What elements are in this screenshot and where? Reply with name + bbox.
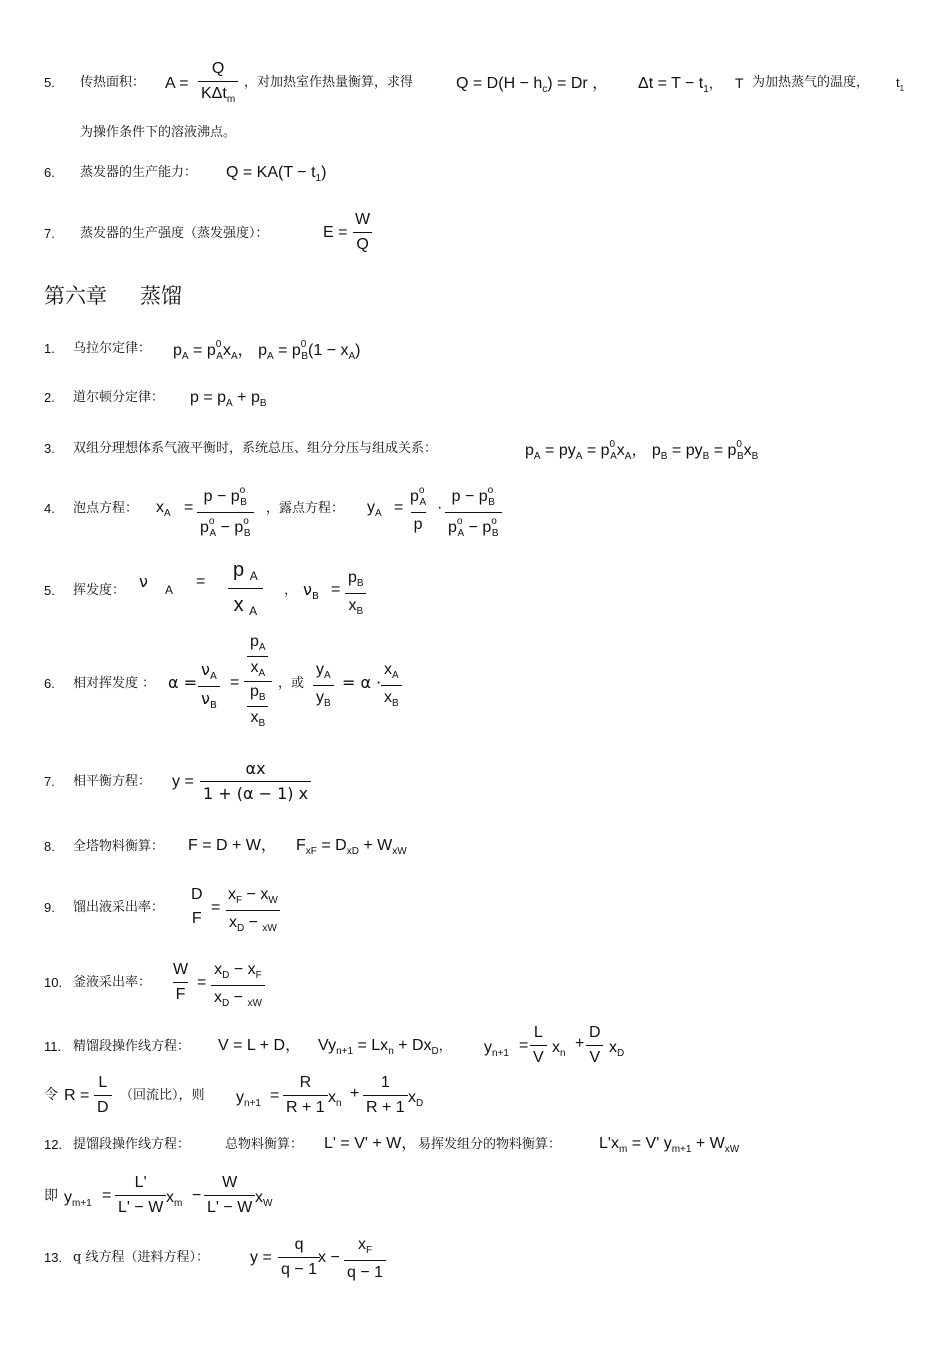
item-label: 全塔物料衡算： — [73, 839, 165, 854]
that-is-text: 即 — [44, 1188, 58, 1204]
item-label: 精馏段操作线方程： — [73, 1039, 191, 1054]
formula-lhs: y = — [250, 1249, 272, 1266]
item-label: 乌拉尔定律： — [73, 341, 152, 356]
volatility-symbol: ν — [139, 572, 148, 591]
vle-formula: $p_A = py_A = p^0_Ax_A$， $p_B = py_B = p^0_Bx_B$ — [525, 439, 759, 462]
stripping-balance: L' = V' + W， — [324, 1135, 418, 1152]
x-minus: x − — [318, 1249, 340, 1266]
q-fraction: q q − 1 — [278, 1237, 320, 1278]
chapter-title: 第六章 — [44, 284, 107, 308]
dalton-law-formula: $p = p_A + p_B$ — [190, 389, 267, 409]
dew-point-fraction-1: $p^o_A$ p — [410, 485, 427, 533]
bubble-lhs: $x_A$ — [156, 499, 171, 519]
item-label: 传热面积： — [80, 75, 146, 90]
item-number: 10. — [44, 975, 63, 990]
plus: + — [350, 1085, 360, 1102]
formula-lhs: y = — [172, 773, 194, 790]
heat-area-fraction: Q KΔt$_m$ — [198, 61, 238, 105]
stripping-component-balance: $L'x_m = V'$ $y_{m+1} + W_{xW}$ — [599, 1135, 740, 1155]
x-n: $x_n$ — [552, 1039, 566, 1059]
heat-balance-formula: $Q = D(H - h_c) = Dr$ ， — [456, 75, 609, 95]
item-number: 4. — [44, 501, 55, 516]
item-label: 挥发度： — [73, 583, 126, 598]
x-m: $x_m$ — [166, 1189, 183, 1209]
r-over-r1-fraction: R R + 1 — [283, 1075, 328, 1116]
item-label: 馏出液采出率： — [73, 900, 165, 915]
stripping-line-lhs: $y_{m+1}$ — [64, 1189, 92, 1209]
item-number: 7. — [44, 226, 55, 241]
item-label: 泡点方程： — [73, 501, 139, 516]
relative-volatility-compound-fraction: $p_A$ $x_A$ $p_B$ $x_B$ — [244, 634, 272, 729]
intensity-fraction: W Q — [355, 211, 371, 253]
item-number: 8. — [44, 839, 55, 854]
equals: = — [211, 899, 221, 916]
equals: = — [230, 674, 240, 691]
item-text: 总物料衡算： — [225, 1137, 304, 1152]
item-number: 6. — [44, 676, 55, 691]
item-number: 5. — [44, 75, 55, 90]
item-text: ，对加热室作热量衡算，求得 — [244, 75, 414, 90]
rectifying-line-lhs-r: $y_{n+1}$ — [236, 1089, 261, 1109]
item-number: 2. — [44, 390, 55, 405]
symbol-t1: $t_1$ — [896, 75, 905, 93]
equals: = — [102, 1187, 112, 1204]
w-fraction: W L' − W — [204, 1175, 255, 1216]
x-d: $x_D$ — [408, 1089, 424, 1109]
x-d: $x_D$ — [609, 1039, 625, 1059]
reflux-ratio-fraction: L D — [94, 1075, 112, 1116]
one-over-r1-fraction: 1 R + 1 — [363, 1075, 408, 1116]
bottoms-ratio-lhs: W F — [173, 961, 189, 1003]
plus: + — [575, 1035, 585, 1052]
item-label: 釜液采出率： — [73, 975, 152, 990]
item-number: 12. — [44, 1137, 63, 1152]
item-number: 13. — [44, 1250, 63, 1265]
dot: · — [437, 499, 443, 516]
rectifying-line-lhs: $y_{n+1}$ — [484, 1039, 509, 1059]
item-label: 相对挥发度 ： — [73, 676, 156, 691]
let-text: 令 — [44, 1087, 58, 1103]
y-ratio-fraction: $y_A$ $y_B$ — [313, 662, 334, 709]
component-balance-formula: $F_{xF} = D_{xD} + W_{xW}$ — [296, 837, 407, 857]
equals: = — [331, 581, 341, 598]
chapter-name: 蒸馏 — [140, 284, 182, 308]
minus: − — [192, 1187, 202, 1204]
item-text: ，或 — [278, 676, 305, 691]
distillate-ratio-lhs: D F — [191, 886, 203, 927]
bottoms-ratio-fraction: $x_D - x_F$ $x_D - _{xW}$ — [211, 962, 265, 1009]
symbol-T: T — [735, 75, 744, 91]
item-label: 双组分理想体系气液平衡时，系统总压、组分分压与组成关系： — [73, 441, 438, 456]
raoult-law-formula: $p_A = p^0_Ax_A$， $p_A = p^0_B(1 - x_A)$ — [173, 339, 361, 362]
equals: = — [197, 974, 207, 991]
reflux-ratio-lhs: R = — [64, 1087, 90, 1104]
bubble-point-fraction: $p - p^o_B$ $p^o_A - p^o_B$ — [197, 486, 254, 539]
item-number: 5. — [44, 583, 55, 598]
item-label: 相平衡方程： — [73, 774, 152, 789]
item-text: （回流比），则 — [120, 1088, 205, 1103]
dew-lhs: $y_A$ — [367, 499, 382, 519]
item-label: q 线方程（进料方程）： — [73, 1250, 209, 1265]
rectifying-component-balance: $Vy_{n+1} = Lx_n + Dx_D$， — [318, 1037, 452, 1057]
formula-lhs: A = — [165, 75, 189, 92]
formula-lhs: E = — [323, 224, 348, 241]
delta-t-formula: $\Delta t = T - t_1$， — [638, 75, 722, 95]
volatility-b-symbol: $\nu_B$ — [303, 580, 319, 602]
item-number: 1. — [44, 341, 55, 356]
item-number: 7. — [44, 774, 55, 789]
x-w: $x_W$ — [255, 1189, 273, 1209]
distillate-ratio-fraction: $x_F - x_W$ $x_D - _{xW}$ — [225, 887, 281, 934]
item-text: ，露点方程： — [266, 501, 345, 516]
equals: = — [394, 499, 404, 516]
volatility-b-fraction: $p_B$ $x_B$ — [345, 570, 367, 617]
xf-fraction: $x_F$ q − 1 — [344, 1237, 386, 1281]
item-number: 3. — [44, 441, 55, 456]
equals: = — [184, 499, 194, 516]
material-balance-formula: F = D + W， — [188, 837, 277, 854]
l-prime-fraction: L' L' − W — [115, 1175, 166, 1216]
dew-point-fraction-2: $p - p^o_B$ $p^o_A - p^o_B$ — [445, 486, 502, 539]
item-label: 道尔顿分定律： — [73, 390, 165, 405]
equilibrium-fraction: αx 1 + (α − 1) x — [200, 761, 311, 802]
item-number: 11. — [44, 1039, 62, 1054]
relative-volatility-nu-fraction: $\nu_A$ $\nu_B$ — [198, 662, 220, 711]
equals-alpha: = α · — [342, 673, 382, 692]
comma: ， — [284, 583, 298, 598]
equals: = — [270, 1087, 280, 1104]
l-over-v-fraction: L V — [530, 1025, 547, 1066]
rectifying-balance: V = L + D， — [218, 1037, 302, 1054]
alpha-lhs: α = — [168, 673, 198, 692]
item-label: 提馏段操作线方程： — [73, 1137, 191, 1152]
volatility-sub: A — [165, 583, 174, 597]
x-n: $x_n$ — [328, 1089, 342, 1109]
item-number: 6. — [44, 165, 55, 180]
item-number: 9. — [44, 900, 55, 915]
item-text: 为加热蒸气的温度， — [752, 75, 870, 90]
item-label: 蒸发器的生产能力： — [80, 165, 198, 180]
equals: = — [196, 573, 206, 590]
d-over-v-fraction: D V — [586, 1025, 604, 1066]
item-label: 蒸发器的生产强度（蒸发强度）： — [80, 226, 269, 241]
equals: = — [519, 1037, 529, 1054]
volatility-a-fraction: p $_A$ x $_A$ — [227, 560, 264, 617]
capacity-formula: $Q = KA(T - t_1)$ — [226, 164, 327, 184]
item-text: 易挥发组分的物料衡算： — [418, 1137, 562, 1152]
item-text: 为操作条件下的溶液沸点。 — [80, 125, 237, 140]
x-ratio-fraction: $x_A$ $x_B$ — [381, 662, 402, 709]
